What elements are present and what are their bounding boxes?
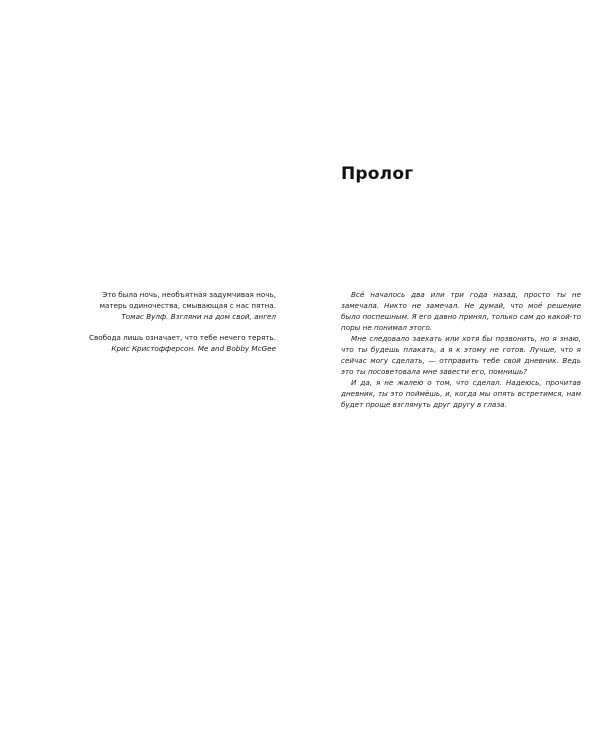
- epigraph: [46, 332, 276, 354]
- paragraph: Всё началось два или три года назад, просто ты не замечала. Никто не замечал. Не думай, что моё решение было поспешным. Я его давно принял, только сам до какой-то поры не понимал этого.: [341, 290, 581, 332]
- epigraph: [46, 289, 276, 322]
- prologue-text: [341, 289, 581, 410]
- epigraph-quote: Свобода лишь означает, что тебе нечего терять.: [89, 333, 276, 342]
- epigraph-source: Томас Вулф. Взгляни на дом свой, ангел: [121, 312, 276, 321]
- epigraphs: [46, 289, 276, 364]
- right-page: [300, 0, 600, 750]
- paragraph: Мне следовало заехать или хотя бы позвонить, но я знаю, что ты будешь плакать, а я к этому не готов. Лучше, что я сейчас могу сделать, — отправить тебе свой дневник. Ведь это ты посоветовала мне завести его, помнишь?: [341, 334, 581, 376]
- paragraph: И да, я не жалею о том, что сделал. Надеюсь, прочитав дневник, ты это поймёшь, и, когда мы опять встретимся, нам будет проще взглянуть друг другу в глаза.: [341, 378, 581, 409]
- chapter-title: Пролог: [341, 164, 414, 184]
- epigraph-source: Крис Кристофферсон. Me and Bobby McGee: [111, 344, 276, 353]
- epigraph-quote: Это была ночь, необъятная задумчивая ночь, матерь одиночества, смывающая с нас пятна.: [99, 290, 276, 310]
